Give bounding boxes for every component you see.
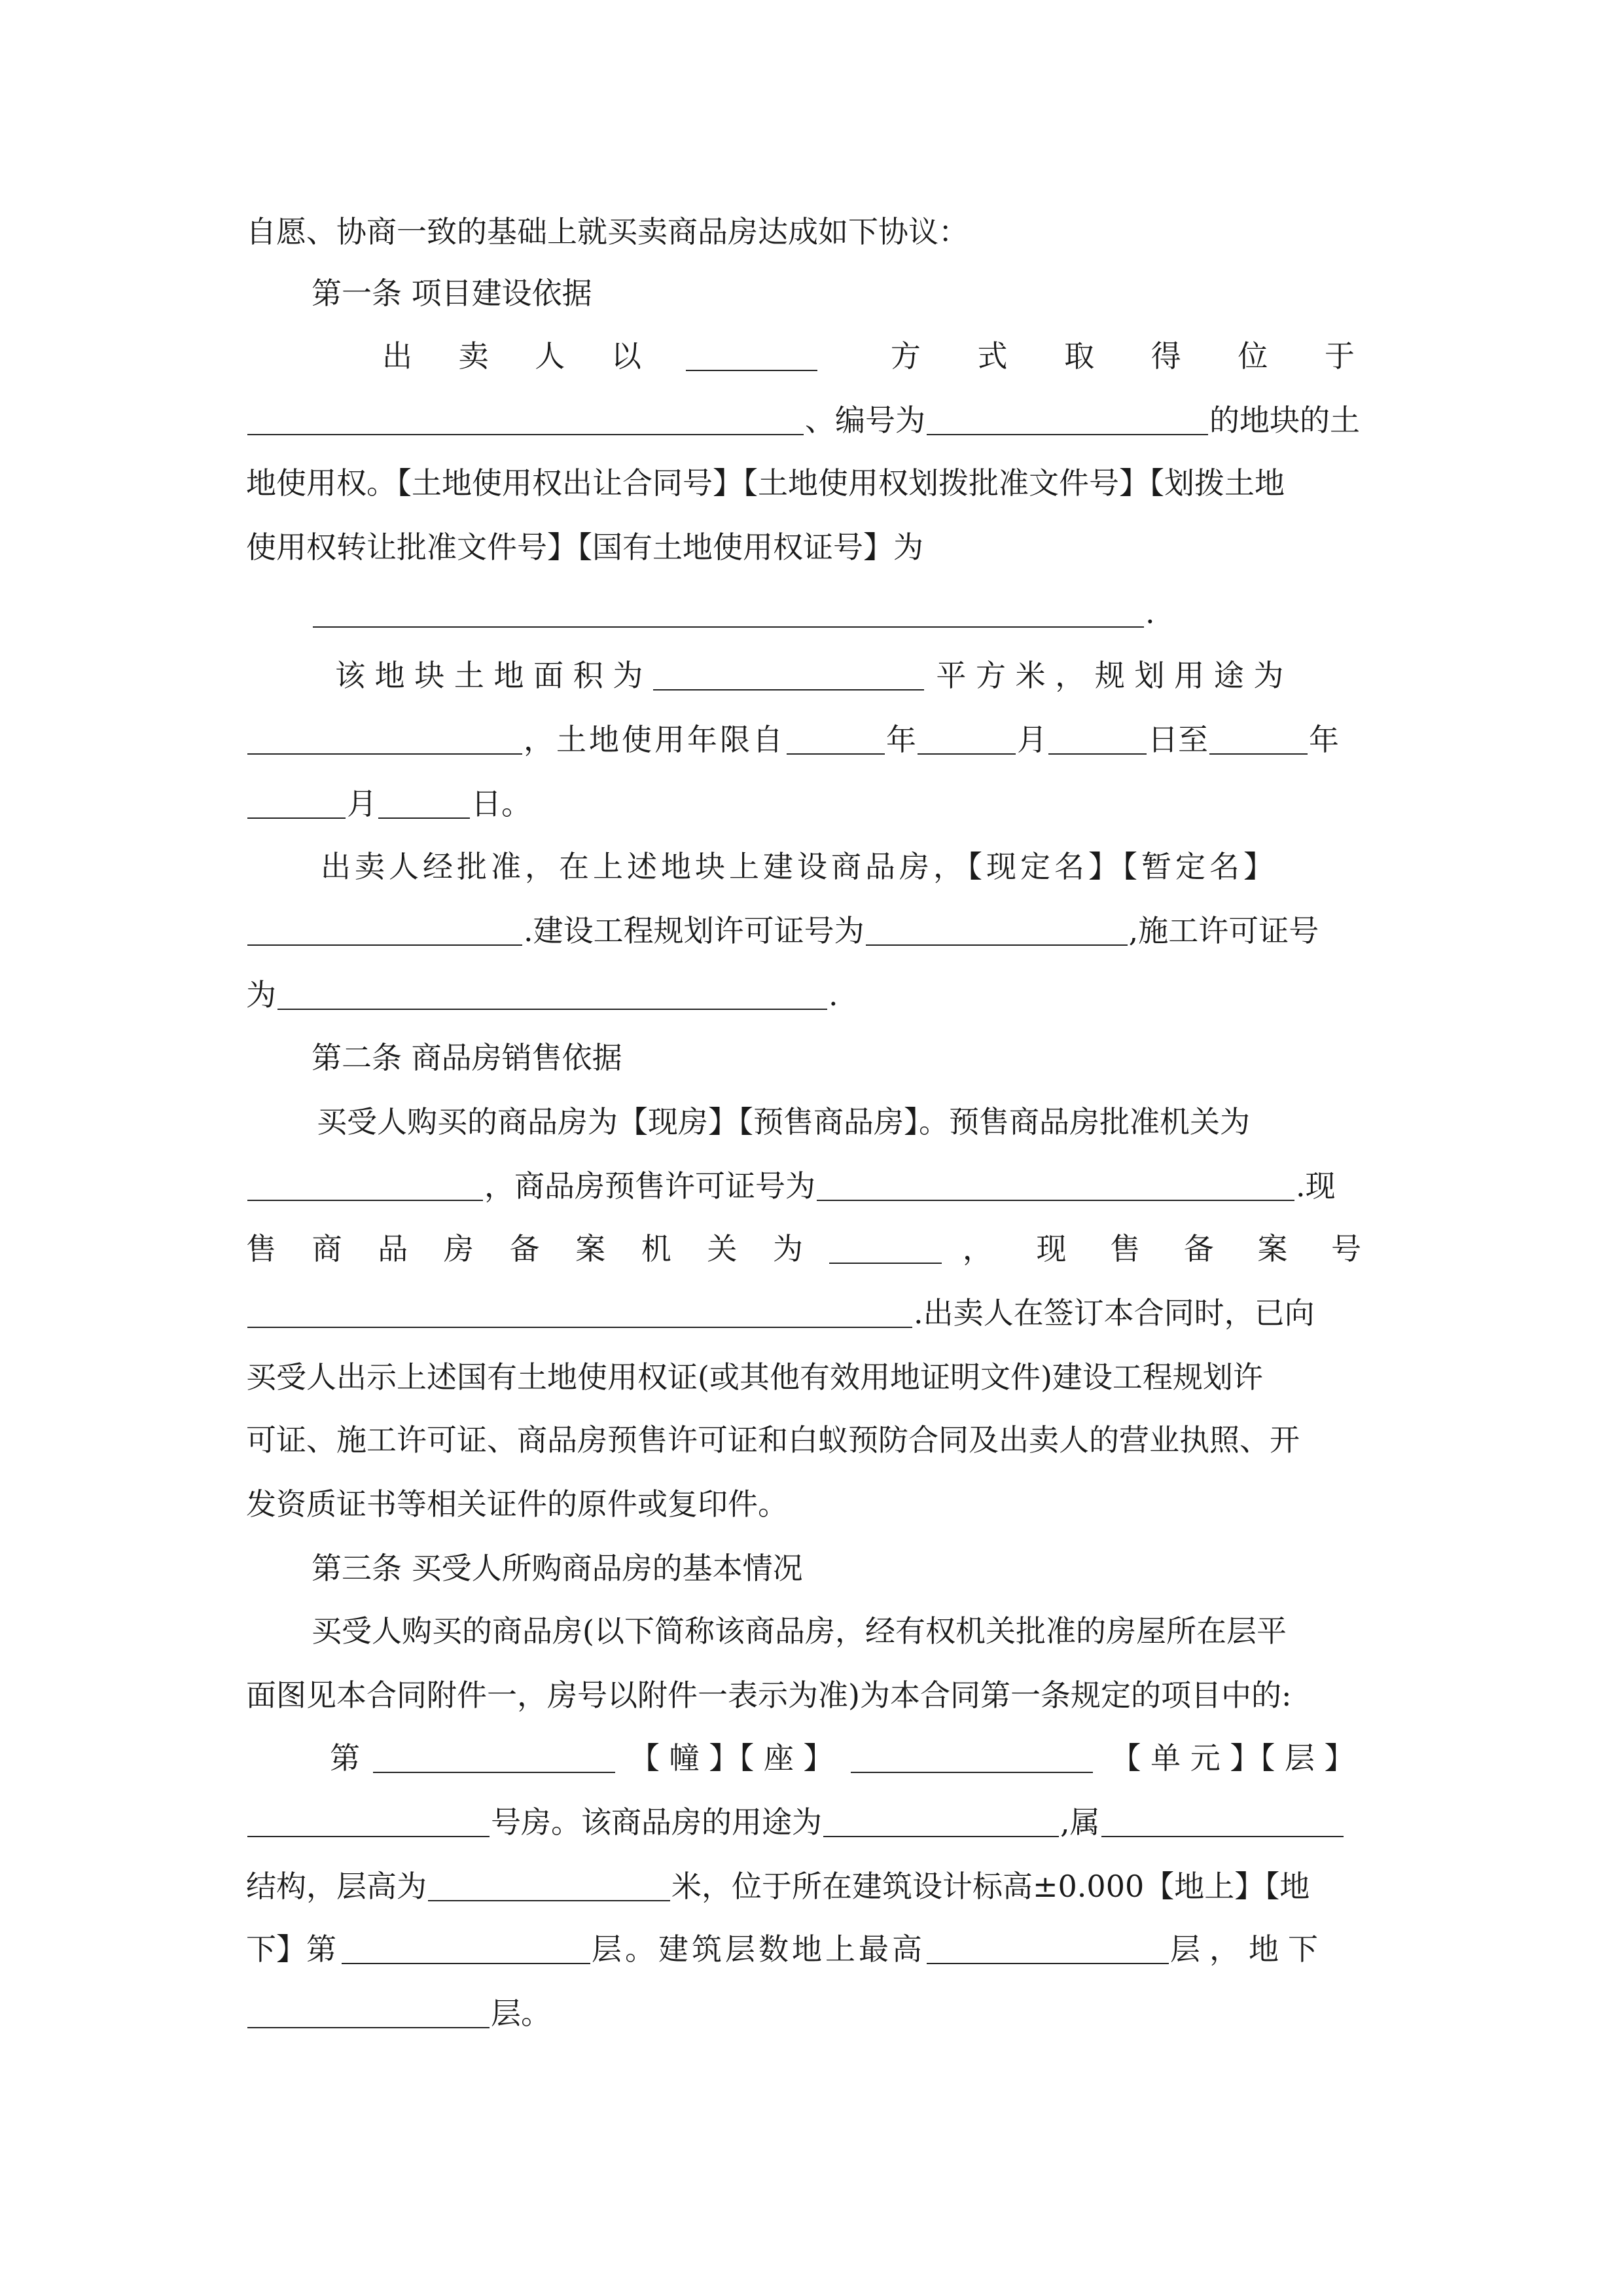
text-line xyxy=(321,843,1378,890)
blank-field[interactable] xyxy=(1101,1807,1344,1837)
text: 结构，层高为 xyxy=(246,1869,427,1904)
text-line xyxy=(317,1098,1378,1145)
text: 地使用权。【土地使用权出让合同号】【土地使用权划拨批准文件号】【划拨土地 xyxy=(246,465,1285,501)
text-line xyxy=(246,208,1378,255)
blank-field[interactable] xyxy=(247,405,804,435)
blank-field[interactable] xyxy=(787,725,885,755)
text: 、编号为 xyxy=(805,403,925,438)
text: 售 商 品 房 备 案 机 关 为 xyxy=(246,1231,816,1266)
text-line xyxy=(246,1990,1378,2037)
blank-field[interactable] xyxy=(428,1871,670,1901)
blank-field[interactable] xyxy=(927,1934,1169,1964)
text: .建设工程规划许可证号为 xyxy=(524,913,865,948)
heading-text: 第一条 项目建设依据 xyxy=(312,276,592,311)
blank-field[interactable] xyxy=(247,1298,912,1328)
text: ，土地使用年限自 xyxy=(524,722,785,757)
text: ， 现 售 备 案 号 xyxy=(962,1231,1378,1266)
heading-text: 第三条 买受人所购商品房的基本情况 xyxy=(312,1551,803,1586)
text-line xyxy=(312,589,1444,636)
text: 的地块的土 xyxy=(1209,403,1360,438)
text-line xyxy=(246,1354,1378,1401)
blank-field[interactable] xyxy=(247,916,522,946)
blank-field[interactable] xyxy=(1048,725,1147,755)
text: 发资质证书等相关证件的原件或复印件。 xyxy=(246,1486,788,1522)
text-line xyxy=(246,397,1378,444)
text: 买受人购买的商品房为【现房】【预售商品房】。预售商品房批准机关为 xyxy=(317,1104,1250,1139)
text: 第 xyxy=(330,1740,360,1776)
text: 买受人购买的商品房(以下简称该商品房，经有权机关批准的房屋所在层平 xyxy=(312,1613,1287,1649)
text: 号房。该商品房的用途为 xyxy=(491,1804,822,1840)
text-line xyxy=(246,716,1378,763)
blank-field[interactable] xyxy=(829,1234,942,1264)
text-line xyxy=(246,1672,1378,1719)
text: 日至 xyxy=(1148,722,1208,757)
text: 下】第 xyxy=(246,1931,336,1967)
text: ,施工许可证号 xyxy=(1128,913,1319,948)
blank-field[interactable] xyxy=(247,1807,490,1837)
blank-field[interactable] xyxy=(686,341,817,371)
text-line xyxy=(246,459,1378,507)
text: 米，位于所在建筑设计标高±0.000【地上】【地 xyxy=(671,1869,1310,1904)
text: 自愿、协商一致的基础上就买卖商品房达成如下协议： xyxy=(246,214,969,249)
text: ,属 xyxy=(1060,1804,1100,1840)
text: .出卖人在签订本合同时，已向 xyxy=(914,1295,1315,1331)
blank-field[interactable] xyxy=(866,916,1128,946)
blank-field[interactable] xyxy=(653,660,924,691)
text: 可证、施工许可证、商品房预售许可证和白蚁预防合同及出卖人的营业执照、开 xyxy=(246,1422,1300,1458)
text-line xyxy=(330,1734,1378,1782)
text: 月 xyxy=(347,786,377,821)
text: 方 式 取 得 位 于 xyxy=(890,338,1378,374)
blank-field[interactable] xyxy=(373,1743,615,1773)
text: 日。 xyxy=(471,786,531,821)
text-line xyxy=(246,1289,1378,1336)
article-2-heading xyxy=(312,1034,1378,1081)
text-line xyxy=(246,1863,1378,1910)
text: 年 xyxy=(886,722,916,757)
blank-field[interactable] xyxy=(313,598,1144,628)
text: 平 方 米 ， 规 划 用 途 为 xyxy=(936,658,1284,693)
blank-field[interactable] xyxy=(247,725,522,755)
text-line xyxy=(246,1225,1378,1272)
text: 出 卖 人 以 xyxy=(382,338,660,374)
text-line xyxy=(246,1162,1378,1210)
text: 为 xyxy=(246,977,276,1013)
text-line xyxy=(246,780,1378,827)
blank-field[interactable] xyxy=(247,789,346,819)
text: 层，地下 xyxy=(1170,1931,1327,1967)
blank-field[interactable] xyxy=(277,980,827,1010)
text-line xyxy=(246,1799,1378,1846)
text: 面图见本合同附件一，房号以附件一表示为准)为本合同第一条规定的项目中的: xyxy=(246,1677,1292,1713)
text: 买受人出示上述国有土地使用权证(或其他有效用地证明文件)建设工程规划许 xyxy=(246,1359,1263,1395)
text-line xyxy=(246,907,1378,954)
text: 【 单 元 】【 层 】 xyxy=(1111,1740,1355,1776)
text: ，商品房预售许可证号为 xyxy=(484,1168,815,1204)
text: 使用权转让批准文件号】【国有土地使用权证号】为 xyxy=(246,529,923,565)
text: 出卖人经批准，在上述地块上建设商品房，【现定名】【暂定名】 xyxy=(321,849,1277,884)
text: . xyxy=(1145,595,1155,630)
text: 年 xyxy=(1309,722,1339,757)
blank-field[interactable] xyxy=(817,1171,1294,1201)
blank-field[interactable] xyxy=(927,405,1208,435)
blank-field[interactable] xyxy=(918,725,1016,755)
text-line xyxy=(246,1480,1378,1528)
text-line xyxy=(246,1926,1378,1973)
text-line xyxy=(246,524,1378,571)
text-line xyxy=(246,1416,1378,1463)
text: 该 地 块 土 地 面 积 为 xyxy=(335,658,643,693)
article-3-heading xyxy=(312,1545,1378,1592)
text-line xyxy=(312,1607,1378,1655)
text: 月 xyxy=(1017,722,1047,757)
blank-field[interactable] xyxy=(247,1171,483,1201)
blank-field[interactable] xyxy=(247,1998,490,2028)
text: .现 xyxy=(1296,1168,1336,1204)
blank-field[interactable] xyxy=(342,1934,590,1964)
article-1-heading xyxy=(312,270,1378,317)
text-line xyxy=(246,971,1378,1018)
blank-field[interactable] xyxy=(851,1743,1093,1773)
text: 层。建筑层数地上最高 xyxy=(592,1931,925,1967)
text: 层。 xyxy=(491,1996,551,2031)
blank-field[interactable] xyxy=(378,789,470,819)
text: 【 幢 】【 座 】 xyxy=(630,1740,834,1776)
heading-text: 第二条 商品房销售依据 xyxy=(312,1040,622,1075)
text-line xyxy=(382,332,1378,380)
text: . xyxy=(829,977,838,1013)
blank-field[interactable] xyxy=(1209,725,1308,755)
blank-field[interactable] xyxy=(823,1807,1059,1837)
text-line xyxy=(335,652,1378,699)
